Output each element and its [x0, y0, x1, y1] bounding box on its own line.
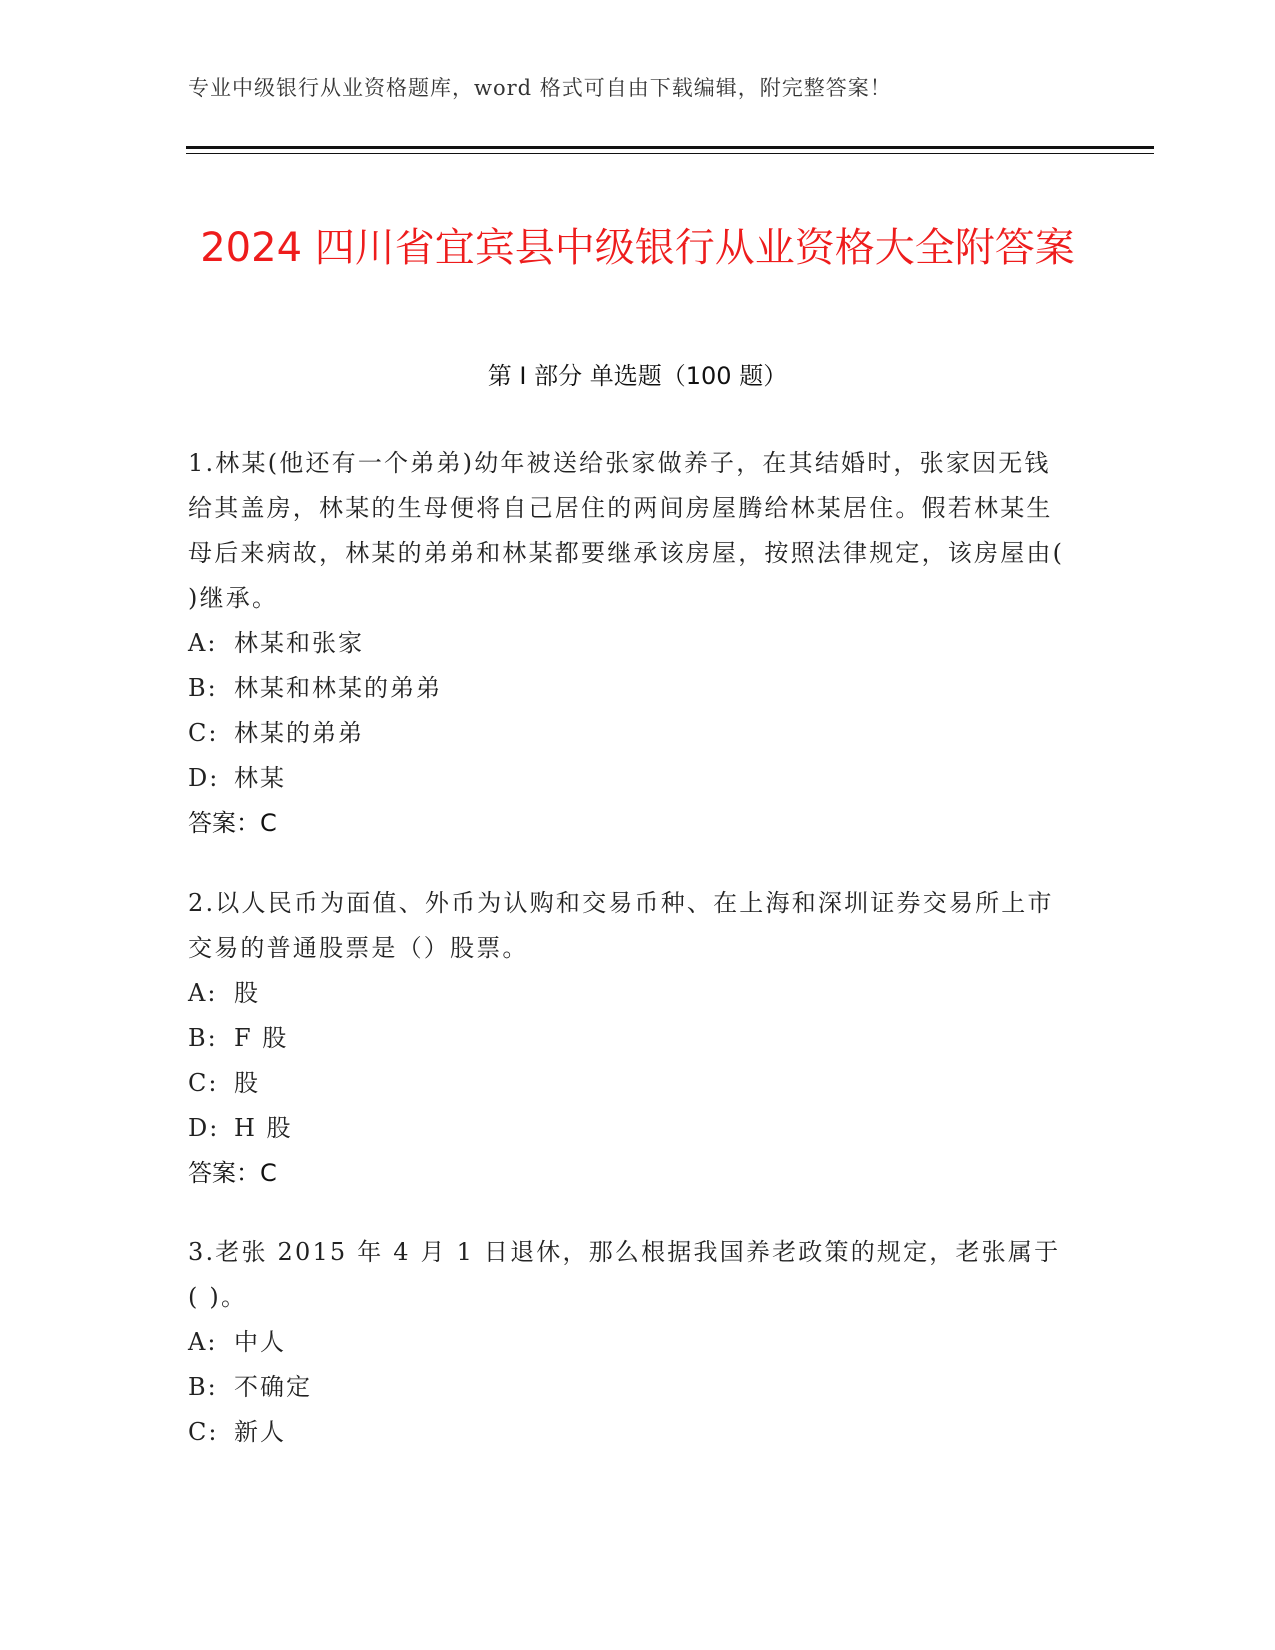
option-letter: C: [188, 1418, 219, 1446]
section-heading: 第 I 部分 单选题（100 题） [487, 362, 788, 390]
option-letter: A: [188, 979, 218, 1007]
option-a [188, 621, 1068, 666]
question-stem: 2.以人民币为面值、外币为认购和交易币种、在上海和深圳证券交易所上市交易的普通股票是（）股票。 [188, 889, 1054, 962]
document-title: 2024 四川省宜宾县中级银行从业资格大全附答案 [200, 224, 1075, 271]
question-stem: 3.老张 2015 年 4 月 1 日退休，那么根据我国养老政策的规定，老张属于( )。 [188, 1238, 1061, 1311]
header-divider-thin [186, 153, 1154, 154]
answer-line: 答案：C [188, 809, 277, 837]
header-note: 专业中级银行从业资格题库，word 格式可自由下载编辑，附完整答案！ [188, 76, 892, 100]
option-list [188, 1320, 1068, 1455]
option-text: 股 [234, 1069, 260, 1097]
option-text: 林某 [234, 764, 286, 792]
option-text: 林某和林某的弟弟 [234, 674, 442, 702]
option-text: 股 [234, 979, 260, 1007]
option-c [188, 1410, 1068, 1455]
option-text: 不确定 [234, 1373, 312, 1401]
option-list [188, 621, 1068, 801]
answer-line: 答案：C [188, 1159, 277, 1187]
question-3 [188, 1230, 1068, 1455]
question-2 [188, 881, 1068, 1196]
option-list [188, 971, 1068, 1151]
option-d [188, 756, 1068, 801]
option-text: 中人 [234, 1328, 286, 1356]
option-d [188, 1106, 1068, 1151]
option-letter: C: [188, 719, 219, 747]
option-letter: D: [188, 764, 220, 792]
option-a [188, 971, 1068, 1016]
option-letter: A: [188, 629, 218, 657]
option-letter: A: [188, 1328, 218, 1356]
option-letter: B: [188, 1373, 218, 1401]
option-letter: C: [188, 1069, 219, 1097]
option-text: F 股 [234, 1024, 289, 1052]
option-c [188, 1061, 1068, 1106]
option-letter: D: [188, 1114, 220, 1142]
option-c [188, 711, 1068, 756]
header-divider-thick [186, 146, 1154, 149]
option-text: 新人 [234, 1418, 286, 1446]
option-b [188, 666, 1068, 711]
question-stem: 1.林某(他还有一个弟弟)幼年被送给张家做养子，在其结婚时，张家因无钱给其盖房，林某的生母便将自己居住的两间房屋腾给林某居住。假若林某生母后来病故，林某的弟弟和林某都要继承该房屋，按照法律规定，该房屋由( )继承。 [188, 449, 1065, 612]
option-b [188, 1365, 1068, 1410]
option-a [188, 1320, 1068, 1365]
option-letter: B: [188, 674, 218, 702]
option-text: 林某的弟弟 [234, 719, 364, 747]
option-text: 林某和张家 [234, 629, 364, 657]
option-text: H 股 [234, 1114, 293, 1142]
option-b [188, 1016, 1068, 1061]
option-letter: B: [188, 1024, 218, 1052]
question-1 [188, 441, 1068, 846]
